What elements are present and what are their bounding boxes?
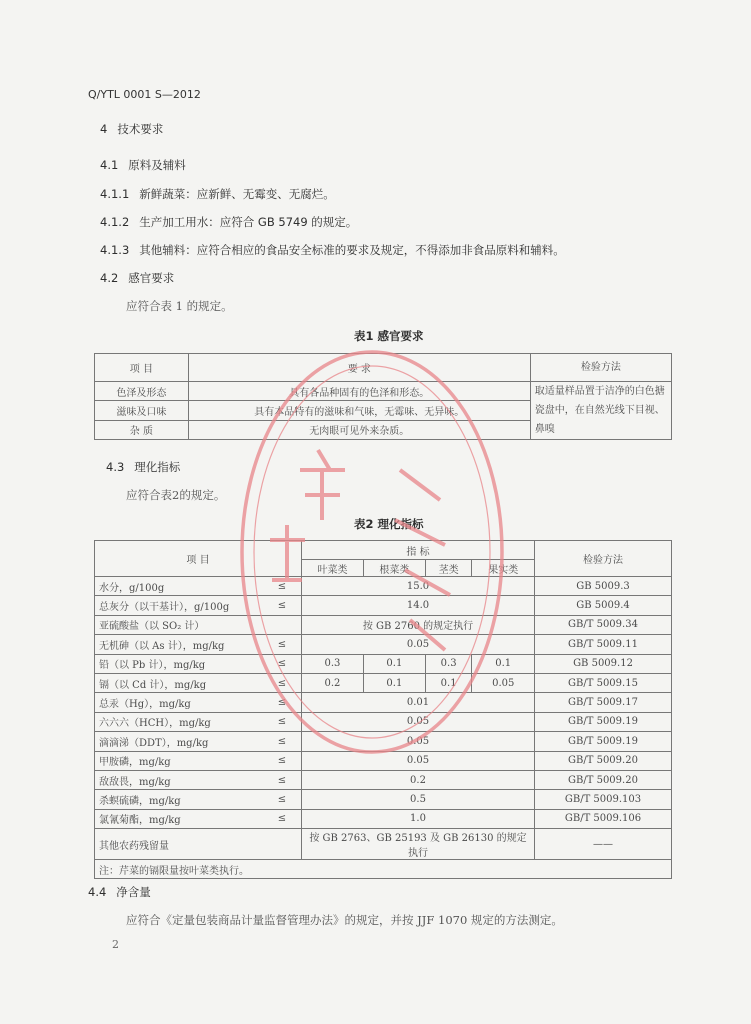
row-operator: ≤	[263, 712, 302, 731]
row-operator: ≤	[263, 693, 302, 712]
method-cell: 取适量样品置于洁净的白色搪瓷盘中，在自然光线下目视、鼻嗅	[530, 382, 671, 440]
row-value: 0.2	[302, 770, 535, 789]
row-item: 滋味及口味	[95, 401, 189, 420]
row-method: GB/T 5009.34	[535, 615, 672, 634]
header-method: 检验方法	[535, 541, 672, 577]
header-index: 指 标	[302, 541, 535, 560]
table-header-row	[95, 354, 672, 382]
table-row	[95, 790, 672, 809]
row-item: 铅（以 Pb 计），mg/kg	[95, 654, 264, 673]
table-row	[95, 693, 672, 712]
row-method: GB/T 5009.20	[535, 751, 672, 770]
header-item: 项 目	[95, 354, 189, 382]
row-value: 0.05	[302, 635, 535, 654]
header-method: 检验方法	[530, 354, 671, 382]
table1-caption: 表1 感官要求	[354, 329, 424, 343]
table-note: 注：芹菜的镉限量按叶菜类执行。	[95, 860, 672, 879]
row-method: GB/T 5009.106	[535, 809, 672, 828]
row-method: GB 5009.4	[535, 596, 672, 615]
row-item: 甲胺磷，mg/kg	[95, 751, 264, 770]
section-4-4-text: 应符合《定量包装商品计量监督管理办法》的规定，并按 JJF 1070 规定的方法测定。	[126, 913, 563, 927]
table-row	[95, 770, 672, 789]
table-row	[95, 596, 672, 615]
section-4-1-heading: 4.1 原料及辅料	[100, 158, 186, 172]
row-value: 0.1	[472, 654, 535, 673]
row-value: 0.3	[302, 654, 364, 673]
row-operator: ≤	[263, 635, 302, 654]
row-method: GB/T 5009.19	[535, 732, 672, 751]
row-item: 总灰分（以干基计），g/100g	[95, 596, 264, 615]
row-operator	[263, 829, 302, 860]
row-value: 0.05	[302, 712, 535, 731]
row-operator: ≤	[263, 770, 302, 789]
row-item: 无机砷（以 As 计），mg/kg	[95, 635, 264, 654]
row-value: 0.1	[363, 654, 425, 673]
subheader-stem: 茎类	[425, 560, 472, 577]
row-value: 0.01	[302, 693, 535, 712]
section-4-2-heading: 4.2 感官要求	[100, 271, 175, 285]
table-row	[95, 712, 672, 731]
row-value: 0.05	[302, 751, 535, 770]
row-item: 水分，g/100g	[95, 577, 264, 596]
row-requirement: 具有各品种固有的色泽和形态。	[188, 382, 530, 401]
subheader-leafy: 叶菜类	[302, 560, 364, 577]
table-header-row	[95, 541, 672, 560]
subheader-root: 根菜类	[363, 560, 425, 577]
row-operator: ≤	[263, 673, 302, 692]
row-value: 0.05	[302, 732, 535, 751]
row-value: 0.1	[425, 673, 472, 692]
row-value: 1.0	[302, 809, 535, 828]
table-row	[95, 732, 672, 751]
page-number: 2	[112, 938, 119, 951]
row-value: 0.5	[302, 790, 535, 809]
header-requirement: 要 求	[188, 354, 530, 382]
header-item: 项 目	[95, 541, 302, 577]
table2-caption: 表2 理化指标	[354, 517, 424, 531]
row-operator: ≤	[263, 577, 302, 596]
section-4-3-heading: 4.3 理化指标	[106, 460, 181, 474]
subheader-fruit: 果实类	[472, 560, 535, 577]
row-requirement: 具有本品特有的滋味和气味，无霉味、无异味。	[188, 401, 530, 420]
table-row	[95, 751, 672, 770]
section-4-1-2: 4.1.2 生产加工用水：应符合 GB 5749 的规定。	[100, 215, 358, 229]
row-method: GB/T 5009.103	[535, 790, 672, 809]
row-item: 杀螟硫磷，mg/kg	[95, 790, 264, 809]
table-row	[95, 615, 672, 634]
row-requirement: 无肉眼可见外来杂质。	[188, 420, 530, 439]
row-method: GB/T 5009.15	[535, 673, 672, 692]
row-item: 滴滴涕（DDT），mg/kg	[95, 732, 264, 751]
row-operator: ≤	[263, 809, 302, 828]
row-item: 色泽及形态	[95, 382, 189, 401]
row-operator	[263, 615, 302, 634]
row-method: GB/T 5009.19	[535, 712, 672, 731]
table-row	[95, 654, 672, 673]
table-row	[95, 673, 672, 692]
row-value: 15.0	[302, 577, 535, 596]
section-4-1-3: 4.1.3 其他辅料：应符合相应的食品安全标准的要求及规定，不得添加非食品原料和辅料。	[100, 243, 565, 257]
table-row	[95, 635, 672, 654]
table-row	[95, 829, 672, 860]
row-item: 总汞（Hg），mg/kg	[95, 693, 264, 712]
row-item: 镉（以 Cd 计），mg/kg	[95, 673, 264, 692]
row-value: 按 GB 2760 的规定执行	[302, 615, 535, 634]
row-item: 杂 质	[95, 420, 189, 439]
table-row	[95, 577, 672, 596]
row-operator: ≤	[263, 654, 302, 673]
row-value: 14.0	[302, 596, 535, 615]
row-method: GB 5009.12	[535, 654, 672, 673]
row-method: GB/T 5009.20	[535, 770, 672, 789]
row-operator: ≤	[263, 790, 302, 809]
table-row	[95, 382, 672, 401]
row-method: ——	[535, 829, 672, 860]
table-note-row	[95, 860, 672, 879]
section-4-3-text: 应符合表2的规定。	[126, 488, 226, 502]
row-value: 按 GB 2763、GB 25193 及 GB 26130 的规定执行	[302, 829, 535, 860]
row-method: GB 5009.3	[535, 577, 672, 596]
row-item: 亚硫酸盐（以 SO₂ 计）	[95, 615, 264, 634]
physicochemical-table	[94, 540, 672, 879]
sensory-requirements-table	[94, 353, 672, 440]
row-operator: ≤	[263, 751, 302, 770]
row-value: 0.1	[363, 673, 425, 692]
row-operator: ≤	[263, 596, 302, 615]
section-4-heading: 4 技术要求	[100, 122, 164, 136]
document-number: Q/YTL 0001 S—2012	[88, 88, 201, 101]
row-item: 其他农药残留量	[95, 829, 264, 860]
row-item: 氯氰菊酯，mg/kg	[95, 809, 264, 828]
row-value: 0.05	[472, 673, 535, 692]
row-value: 0.2	[302, 673, 364, 692]
section-4-2-text: 应符合表 1 的规定。	[126, 299, 233, 313]
row-method: GB/T 5009.11	[535, 635, 672, 654]
row-item: 敌敌畏，mg/kg	[95, 770, 264, 789]
section-4-4-heading: 4.4 净含量	[88, 885, 151, 899]
row-operator: ≤	[263, 732, 302, 751]
row-value: 0.3	[425, 654, 472, 673]
section-4-1-1: 4.1.1 新鲜蔬菜：应新鲜、无霉变、无腐烂。	[100, 187, 335, 201]
row-method: GB/T 5009.17	[535, 693, 672, 712]
table-row	[95, 809, 672, 828]
row-item: 六六六（HCH），mg/kg	[95, 712, 264, 731]
